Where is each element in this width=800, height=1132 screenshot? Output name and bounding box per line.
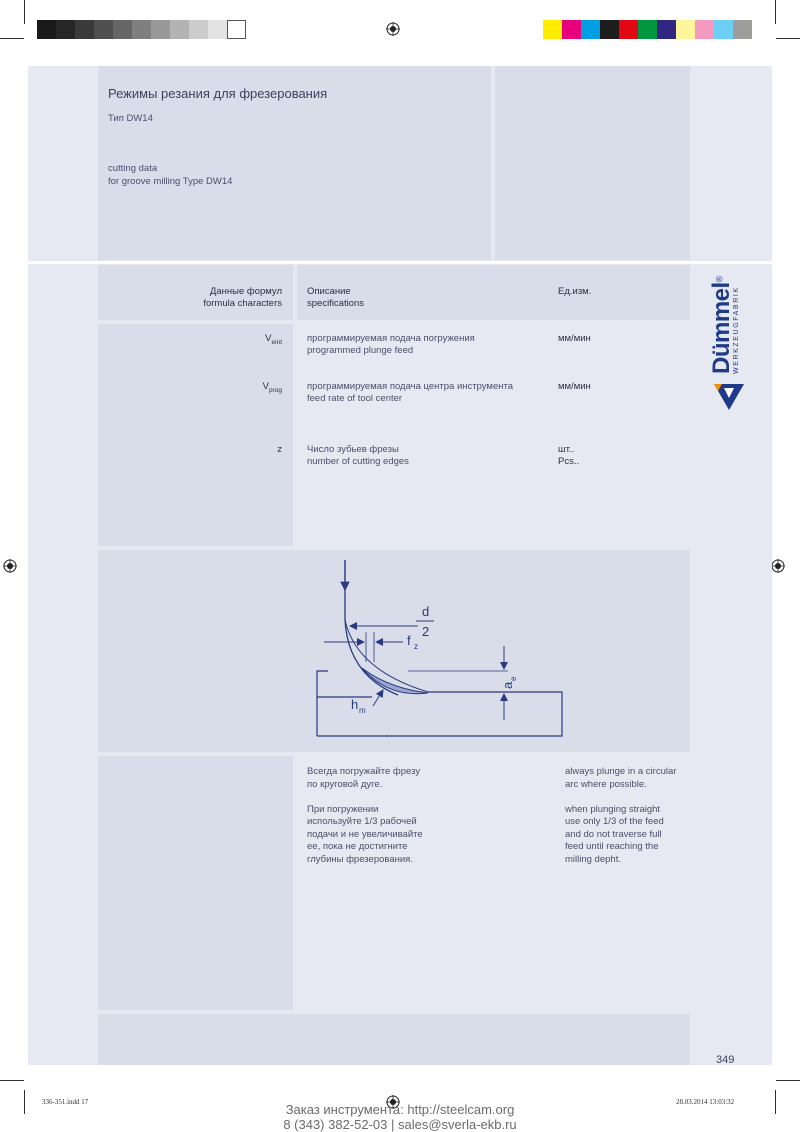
table-row-desc-ru: программируемая подача погружения xyxy=(307,333,475,344)
table-row-unit: мм/мин xyxy=(558,381,591,392)
left-margin-column xyxy=(28,66,94,1065)
diagram-label-2: 2 xyxy=(422,624,430,639)
notes-left-panel xyxy=(98,756,293,1010)
col-formula-en: formula characters xyxy=(203,298,282,309)
type-label: Тип DW14 xyxy=(108,113,153,124)
divider xyxy=(28,261,772,264)
right-margin-column xyxy=(694,66,772,1065)
table-body-left xyxy=(98,324,293,546)
diagram-label-f: f xyxy=(407,633,411,648)
table-row-desc-en: number of cutting edges xyxy=(307,456,409,467)
diagram-label-d: d xyxy=(422,604,430,619)
table-row-desc-en: feed rate of tool center xyxy=(307,393,403,404)
table-row-symbol: z xyxy=(277,444,282,455)
table-row-unit: мм/мин xyxy=(558,333,591,344)
brand-name: Dümmel xyxy=(708,282,735,374)
diagram-label-h: h xyxy=(351,697,359,712)
table-row-unit2: Pcs.. xyxy=(558,456,580,467)
col-desc-en: specifications xyxy=(307,298,365,309)
registration-mark-left xyxy=(3,559,17,573)
brand-logo xyxy=(700,270,760,420)
col-desc-ru: Описание xyxy=(307,286,351,297)
page-title: Режимы резания для фрезерования xyxy=(108,86,328,101)
footer-line2: 8 (343) 382-52-03 | sales@sverla-ekb.ru xyxy=(283,1117,517,1132)
bottom-panel xyxy=(98,1014,690,1065)
table-row-desc-en: programmed plunge feed xyxy=(307,345,414,356)
diagram-label-a-sub: e xyxy=(509,676,518,681)
registration-mark-top xyxy=(386,22,400,36)
table-row-unit: шт.. xyxy=(558,444,575,455)
col-formula-ru: Данные формул xyxy=(209,286,282,297)
registration-mark-right xyxy=(771,559,785,573)
brand-reg: ® xyxy=(714,275,725,283)
diagram-label-h-sub: m xyxy=(359,706,366,715)
page-number: 349 xyxy=(716,1054,735,1066)
table-body-right xyxy=(548,324,690,546)
slug-date: 28.03.2014 13:03:32 xyxy=(676,1098,735,1106)
brand-sub: WERKZEUGFABRIK xyxy=(733,286,740,374)
notes-en: always plunge in a circular arc where possible. when plunging straight use only 1/3 of the feed and do not traverse full feed until reaching the milling depht. xyxy=(565,766,677,865)
table-row-desc-ru: программируемая подача центра инструмента xyxy=(307,381,514,392)
col-unit: Ед.изм. xyxy=(558,286,592,297)
brand-triangle-icon xyxy=(712,382,746,412)
table-header-right xyxy=(297,265,690,320)
header-right-panel xyxy=(495,66,690,260)
title-en-line2: for groove milling Type DW14 xyxy=(108,176,233,187)
footer-line1: Заказ инструмента: http://steelcam.org xyxy=(285,1102,515,1117)
table-row-symbol: $V_{prog}$ xyxy=(262,381,282,394)
title-en-line1: cutting data xyxy=(108,163,158,174)
notes-ru: Всегда погружайте фрезу по круговой дуге. При погружении используйте 1/3 рабочей подачи и не увеличивайте ее, пока не достигните глубины фрезерования. xyxy=(307,766,423,865)
plunge-milling-diagram xyxy=(98,550,690,752)
table-row-desc-ru: Число зубьев фрезы xyxy=(307,444,399,455)
diagram-label-f-sub: z xyxy=(414,642,418,651)
diagram-label-a: a xyxy=(500,681,515,689)
slug-file: 336-351.indd 17 xyxy=(42,1098,89,1106)
table-row-symbol: $V_{eint}$ xyxy=(265,333,282,346)
